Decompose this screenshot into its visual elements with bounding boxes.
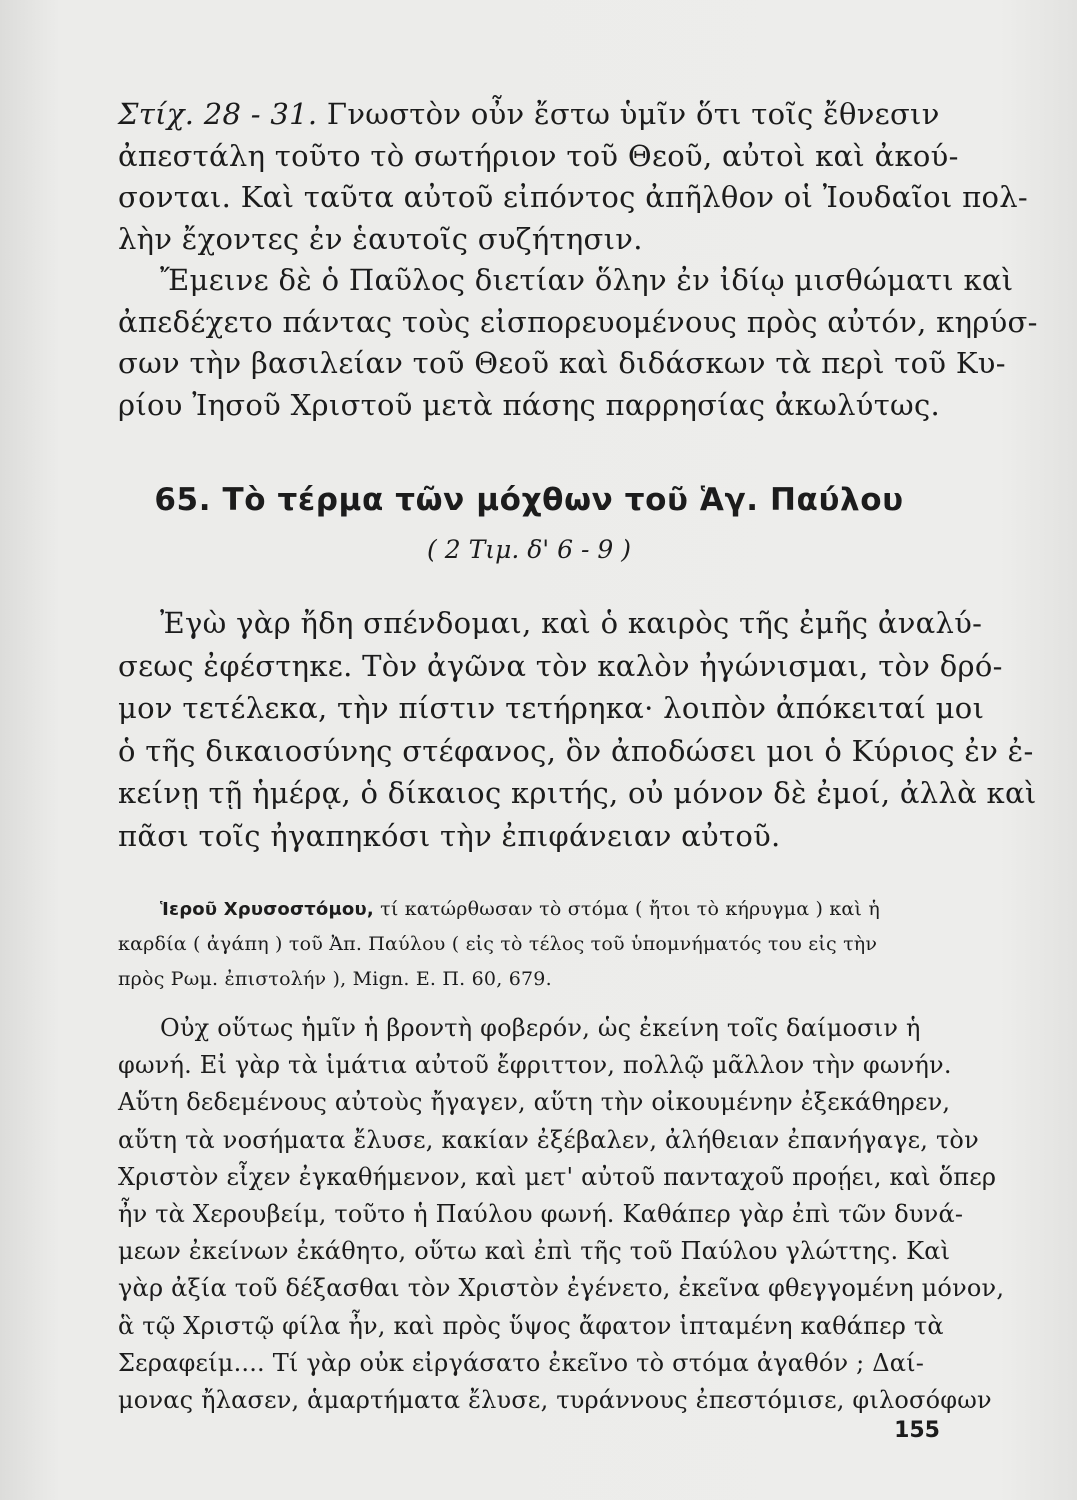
text-line: σεως ἐφέστηκε. Τὸν ἀγῶνα τὸν καλὸν ἠγώνισμαι, τὸν δρό-: [118, 648, 1003, 683]
text-line: πᾶσι τοῖς ἠγαπηκόσι τὴν ἐπιφάνειαν αὐτοῦ.: [118, 818, 781, 853]
text-line: ἀπεδέχετο πάντας τοὺς εἰσπορευομένους πρὸς αὐτόν, κηρύσ-: [118, 304, 1038, 339]
text-line: μονας ἤλασεν, ἁμαρτήματα ἔλυσε, τυράννους ἐπεστόμισε, φιλοσόφων: [118, 1386, 992, 1415]
text-line: Χριστὸν εἶχεν ἐγκαθήμενον, καὶ μετ' αὐτοῦ πανταχοῦ προῄει, καὶ ὅπερ: [118, 1162, 997, 1191]
text-line: καρδία ( ἀγάπη ) τοῦ Ἀπ. Παύλου ( εἰς τὸ τέλος τοῦ ὑπομνήματός του εἰς τὴν: [118, 933, 878, 955]
text-line: ρίου Ἰησοῦ Χριστοῦ μετὰ πάσης παρρησίας ἀκωλύτως.: [118, 387, 941, 422]
text-line: ἦν τὰ Χερουβείμ, τοῦτο ἡ Παύλου φωνή. Καθάπερ γὰρ ἐπὶ τῶν δυνά-: [118, 1200, 964, 1229]
text-line: Οὐχ οὕτως ἡμῖν ἡ βροντὴ φοβερόν, ὡς ἐκείνη τοῖς δαίμοσιν ἡ: [160, 1014, 921, 1042]
commentary-note: [118, 892, 940, 997]
text-line: μον τετέλεκα, τὴν πίστιν τετήρηκα· λοιπὸν ἀπόκειταί μοι: [118, 691, 985, 725]
text-line: λὴν ἔχοντες ἐν ἑαυτοῖς συζήτησιν.: [118, 221, 643, 256]
text-line: γὰρ ἀξία τοῦ δέξασθαι τὸν Χριστὸν ἐγένετο, ἐκεῖνα φθεγγομένη μόνον,: [118, 1274, 1005, 1303]
text-line: κείνῃ τῇ ἡμέρᾳ, ὁ δίκαιος κριτής, οὐ μόνον δὲ ἐμοί, ἀλλὰ καὶ: [118, 776, 1037, 810]
paragraph-chrysostom: [118, 1010, 1005, 1419]
text-line: Αὕτη δεδεμένους αὐτοὺς ἤγαγεν, αὕτη τὴν οἰκουμένην ἐξεκάθηρεν,: [118, 1088, 951, 1117]
paragraph-timothy: [118, 602, 1037, 857]
text-line: πρὸς Ρωμ. ἐπιστολήν ), Mign. E. Π. 60, 679.: [118, 968, 552, 990]
text-line: ὁ τῆς δικαιοσύνης στέφανος, ὃν ἀποδώσει μοι ὁ Κύριος ἐν ἐ-: [118, 733, 1034, 768]
text-line: σων τὴν βασιλείαν τοῦ Θεοῦ καὶ διδάσκων τὰ περὶ τοῦ Κυ-: [118, 346, 1006, 380]
section-reference: ( 2 Τιμ. δ' 6 - 9 ): [427, 535, 631, 564]
text-line: μεων ἐκείνων ἐκάθητο, οὕτω καὶ ἐπὶ τῆς τοῦ Παύλου γλώττης. Καὶ: [118, 1237, 951, 1266]
text-line: Στίχ. 28 - 31. Γνωστὸν οὖν ἔστω ὑμῖν ὅτι τοῖς ἔθνεσιν: [118, 97, 940, 131]
text-line: Ἔμεινε δὲ ὁ Παῦλος διετίαν ὅλην ἐν ἰδίῳ μισθώματι καὶ: [160, 263, 1014, 297]
page-number: 155: [894, 1418, 940, 1443]
text-line: φωνή. Εἰ γὰρ τὰ ἱμάτια αὐτοῦ ἔφριττον, πολλῷ μᾶλλον τὴν φωνήν.: [118, 1051, 952, 1080]
note-author: Ἱεροῦ Χρυσοστόμου,: [160, 899, 374, 920]
text-line: ἃ τῷ Χριστῷ φίλα ἦν, καὶ πρὸς ὕψος ἄφατον ἱπταμένη καθάπερ τὰ: [118, 1311, 944, 1340]
paragraph-acts: [118, 94, 1038, 426]
text-line: Σεραφείμ.... Τί γὰρ οὐκ εἰργάσατο ἐκεῖνο τὸ στόμα ἀγαθόν ; Δαί-: [118, 1348, 925, 1377]
section-heading: 65. Τὸ τέρμα τῶν μόχθων τοῦ Ἁγ. Παύλου: [154, 482, 904, 518]
text-line: ἀπεστάλη τοῦτο τὸ σωτήριον τοῦ Θεοῦ, αὐτοὶ καὶ ἀκού-: [118, 138, 959, 173]
text-line: Ἱεροῦ Χρυσοστόμου, τί κατώρθωσαν τὸ στόμα ( ἤτοι τὸ κήρυγμα ) καὶ ἡ: [160, 898, 880, 920]
text-line: αὕτη τὰ νοσήματα ἔλυσε, κακίαν ἐξέβαλεν, ἀλήθειαν ἐπανήγαγε, τὸν: [118, 1125, 979, 1154]
verse-reference: Στίχ. 28 - 31.: [118, 97, 318, 131]
text-line: σονται. Καὶ ταῦτα αὐτοῦ εἰπόντος ἀπῆλθον οἱ Ἰουδαῖοι πολ-: [118, 180, 1028, 214]
text-line: Ἐγὼ γὰρ ἤδη σπένδομαι, καὶ ὁ καιρὸς τῆς ἐμῆς ἀναλύ-: [160, 606, 983, 640]
